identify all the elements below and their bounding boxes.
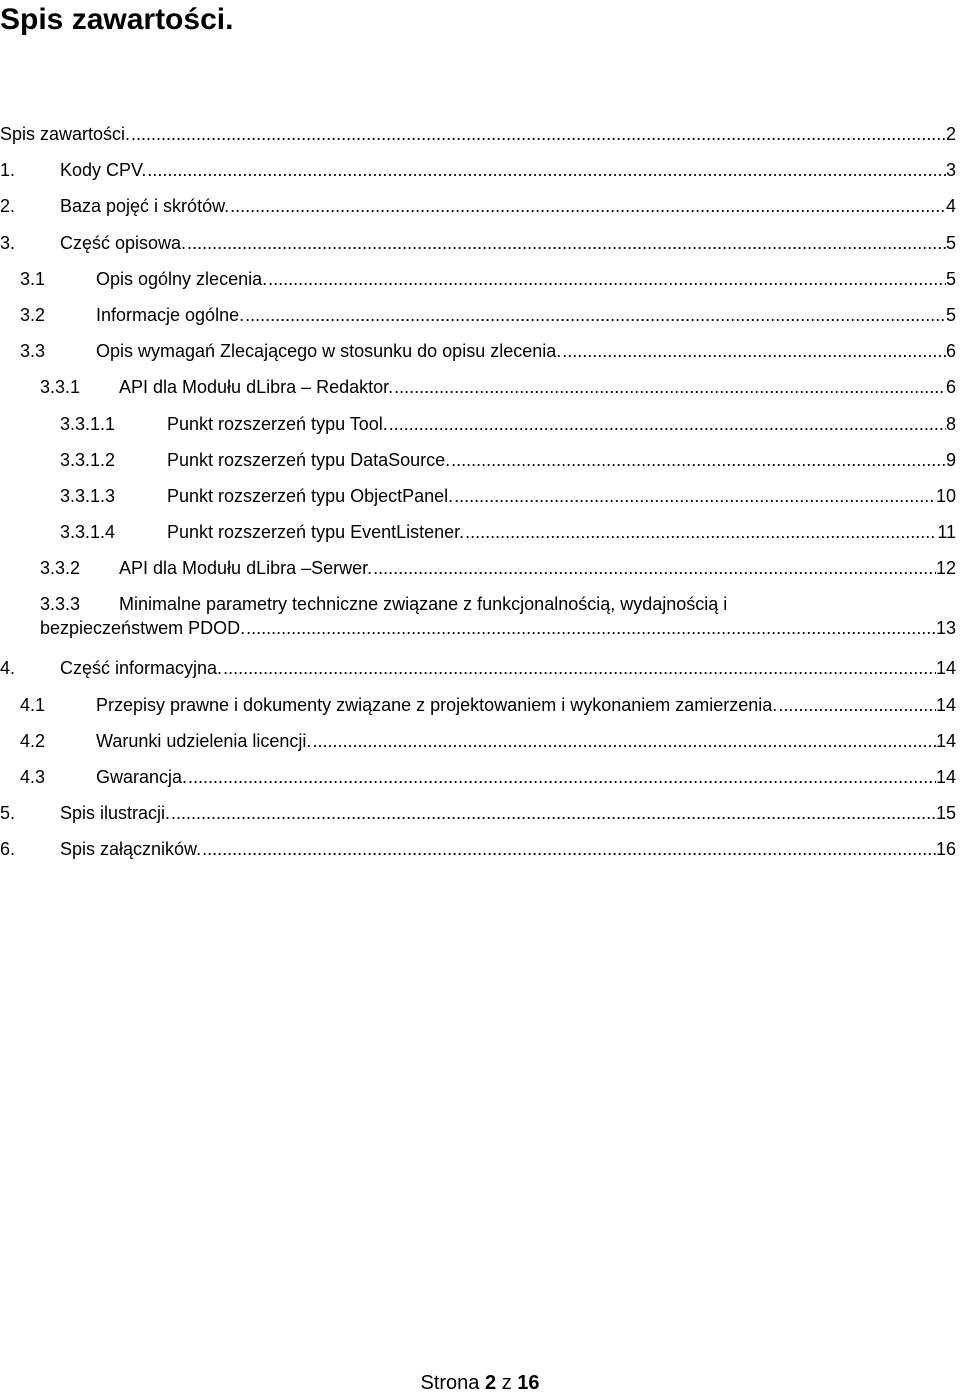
- toc-entry-number: 3.3.3: [40, 594, 81, 615]
- toc-entry[interactable]: [0, 761, 960, 797]
- toc-entry-text: Spis zawartości.: [0, 124, 131, 144]
- toc-page-number: 9: [945, 449, 956, 470]
- toc-entry-text: Spis załączników.: [60, 839, 202, 860]
- toc-leader-dots: [130, 124, 946, 145]
- page-footer: [0, 1372, 960, 1395]
- toc-entry-number: 3.1: [20, 268, 46, 289]
- toc-entry-number: 5.: [0, 803, 16, 824]
- toc-entry[interactable]: [0, 154, 960, 190]
- toc-entry-number: 2.: [0, 196, 16, 217]
- toc-entry[interactable]: [0, 552, 960, 588]
- toc-entry-text: Warunki udzielenia licencji.: [96, 730, 312, 751]
- toc-entry-number: 3.3.1: [40, 377, 81, 398]
- toc-page-number: 3: [945, 160, 956, 181]
- toc-entry-number: 4.1: [20, 694, 46, 715]
- toc-leader-dots: [170, 803, 936, 824]
- toc-entry[interactable]: [0, 444, 960, 480]
- toc-entry-text: API dla Modułu dLibra – Redaktor.: [119, 377, 394, 398]
- toc-entry-text: Baza pojęć i skrótów.: [60, 196, 230, 217]
- toc-page-number: 5: [945, 268, 956, 289]
- toc-page-number: 14: [935, 767, 956, 787]
- toc-leader-dots: [245, 618, 936, 639]
- toc-entry-number: 4.2: [20, 730, 46, 751]
- footer-prefix: Strona: [420, 1372, 480, 1394]
- toc-leader-dots: [186, 233, 946, 254]
- toc-entry-number: 4.: [0, 658, 16, 679]
- toc-leader-dots: [311, 731, 936, 752]
- toc-entry[interactable]: [0, 588, 960, 652]
- toc-page-number: 13: [935, 618, 956, 639]
- toc-entry[interactable]: [0, 190, 960, 226]
- toc-leader-dots: [201, 839, 936, 860]
- toc-entry-text: Opis ogólny zlecenia.: [96, 268, 268, 289]
- toc-entry[interactable]: [0, 652, 960, 688]
- toc-leader-dots: [244, 305, 946, 326]
- toc-leader-dots: [393, 377, 946, 398]
- toc-entry[interactable]: [0, 725, 960, 761]
- toc-leader-dots: [229, 196, 946, 217]
- toc-page-number: 5: [945, 232, 956, 253]
- page-title: Spis zawartości.: [0, 3, 234, 36]
- toc-entry[interactable]: [0, 263, 960, 299]
- toc-page-number: 12: [935, 558, 956, 579]
- toc-leader-dots: [146, 160, 946, 181]
- toc-entry[interactable]: [0, 689, 960, 725]
- toc-page-number: 8: [945, 413, 956, 434]
- toc-entry-number: 4.3: [20, 767, 46, 787]
- toc-entry-text: Punkt rozszerzeń typu Tool.: [167, 413, 388, 434]
- toc-entry-number: 6.: [0, 839, 16, 860]
- toc-page-number: 14: [935, 694, 956, 715]
- toc-leader-dots: [187, 767, 936, 788]
- toc-entry-number: 1.: [0, 160, 16, 181]
- toc-entry-number: 3.2: [20, 304, 46, 325]
- toc-page-number: 15: [935, 803, 956, 824]
- toc-leader-dots: [388, 414, 946, 435]
- toc-page-number: 10: [935, 485, 956, 506]
- toc-page-number: 4: [945, 196, 956, 217]
- footer-separator: z: [501, 1372, 512, 1394]
- toc-page-number: 5: [945, 304, 956, 325]
- toc-page-number: 16: [935, 839, 956, 860]
- toc-leader-dots: [450, 450, 946, 471]
- toc-entry-text: API dla Modułu dLibra –Serwer.: [119, 558, 373, 579]
- toc-entry-number: 3.3: [20, 341, 46, 362]
- toc-entry[interactable]: [0, 797, 960, 833]
- toc-entry-text: Informacje ogólne.: [96, 304, 245, 325]
- toc-entry-number: 3.3.1.1: [60, 413, 116, 434]
- toc-entry-text: Gwarancja.: [96, 767, 188, 787]
- toc-page-number: 14: [935, 730, 956, 751]
- toc-entry-text: Część informacyjna.: [60, 658, 223, 679]
- toc-entry-number: 3.: [0, 232, 16, 253]
- toc-entry-text: Kody CPV.: [60, 160, 147, 181]
- toc-entry[interactable]: [0, 480, 960, 516]
- toc-entry-number: 3.3.1.3: [60, 485, 116, 506]
- toc-leader-dots: [372, 558, 936, 579]
- toc-entry[interactable]: [0, 299, 960, 335]
- toc-entry[interactable]: [0, 516, 960, 552]
- toc-page-number: 6: [945, 377, 956, 398]
- toc-leader-dots: [464, 522, 937, 543]
- table-of-contents: [0, 118, 960, 870]
- toc-entry-text: Minimalne parametry techniczne związane z funkcjonalnością, wydajnością i: [119, 594, 728, 615]
- toc-page-number: 11: [937, 522, 956, 543]
- toc-entry-text: Punkt rozszerzeń typu ObjectPanel.: [167, 485, 454, 506]
- toc-entry[interactable]: [0, 118, 960, 154]
- toc-leader-dots: [777, 695, 936, 716]
- toc-entry-text: Punkt rozszerzeń typu DataSource.: [167, 449, 451, 470]
- toc-entry[interactable]: [0, 833, 960, 869]
- toc-page-number: 2: [945, 124, 956, 144]
- toc-entry-number: 3.3.1.2: [60, 449, 116, 470]
- toc-entry-text: Część opisowa.: [60, 232, 187, 253]
- toc-page-number: 14: [935, 658, 956, 679]
- toc-entry-text: Punkt rozszerzeń typu EventListener.: [167, 522, 465, 543]
- footer-current-page: 2: [485, 1372, 497, 1394]
- toc-leader-dots: [561, 341, 946, 362]
- toc-entry[interactable]: [0, 371, 960, 407]
- footer-total-pages: 16: [517, 1372, 540, 1394]
- toc-entry-number: 3.3.1.4: [60, 522, 116, 543]
- toc-entry-text: Przepisy prawne i dokumenty związane z projektowaniem i wykonaniem zamierzenia.: [96, 694, 778, 715]
- toc-page-number: 6: [945, 341, 956, 362]
- toc-entry[interactable]: [0, 335, 960, 371]
- toc-entry[interactable]: [0, 227, 960, 263]
- toc-entry-text-continued: bezpieczeństwem PDOD.: [40, 618, 246, 639]
- toc-leader-dots: [267, 269, 946, 290]
- toc-entry-text: Spis ilustracji.: [60, 803, 171, 824]
- toc-leader-dots: [222, 658, 936, 679]
- toc-entry[interactable]: [0, 408, 960, 444]
- toc-entry-number: 3.3.2: [40, 558, 81, 579]
- toc-entry-text: Opis wymagań Zlecającego w stosunku do opisu zlecenia.: [96, 341, 562, 362]
- toc-leader-dots: [453, 486, 936, 507]
